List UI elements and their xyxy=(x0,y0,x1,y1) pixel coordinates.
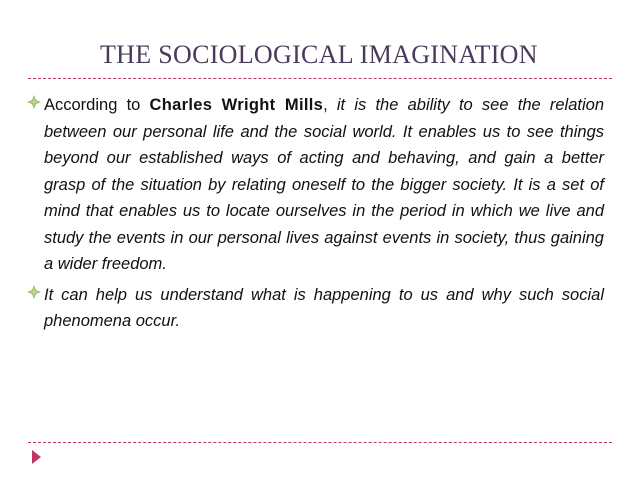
author-name: Charles Wright Mills xyxy=(149,96,324,114)
four-petal-diamond-icon xyxy=(26,284,42,300)
triangle-right-icon xyxy=(32,450,41,464)
bullet-item xyxy=(26,92,604,278)
bullet-body-text: it is the ability to see the relation between our personal life and the social world. It enables us to see things beyond our established ways of acting and behaving, and gain a better grasp of the situation by relating oneself to the bigger society. It is a set of mind that enables us to locate ourselves in the period in which we live and study the events in our personal lives against events in society, thus gaining a wider freedom. xyxy=(44,96,604,273)
title-divider xyxy=(28,78,612,79)
bullet-list xyxy=(26,92,604,339)
four-petal-diamond-icon xyxy=(26,94,42,110)
bullet-lead-text: According to xyxy=(44,96,150,114)
bullet-comma: , xyxy=(323,96,328,114)
bullet-body-text: It can help us understand what is happening to us and why such social phenomena occur. xyxy=(44,285,604,330)
slide-title: THE SOCIOLOGICAL IMAGINATION xyxy=(100,40,538,69)
footer-divider xyxy=(28,442,612,443)
bullet-item xyxy=(26,282,604,335)
